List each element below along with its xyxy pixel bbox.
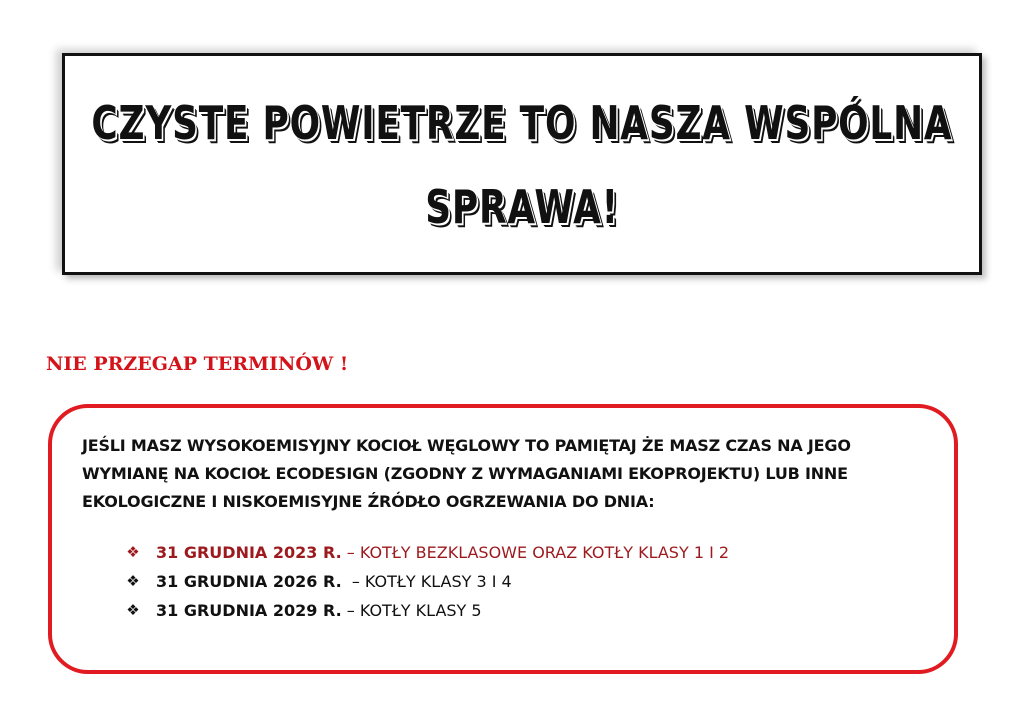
diamond-bullet-icon: ❖	[126, 601, 140, 619]
deadline-date: 31 GRUDNIA 2026 R.	[156, 572, 342, 591]
deadline-date: 31 GRUDNIA 2023 R.	[156, 543, 342, 562]
deadline-heading: NIE PRZEGAP TERMINÓW !	[46, 353, 349, 375]
deadline-list	[122, 538, 729, 625]
diamond-bullet-icon: ❖	[126, 543, 140, 561]
info-paragraph: JEŚLI MASZ WYSOKOEMISYJNY KOCIOŁ WĘGLOWY TO PAMIĘTAJ ŻE MASZ CZAS NA JEGO WYMIANĘ NA KOCIOŁ ECODESIGN (ZGODNY Z WYMAGANIAMI EKOPROJEKTU) LUB INNE EKOLOGICZNE I NISKOEMISYJNE ŹRÓDŁO OGRZEWANIA DO DNIA:	[82, 436, 851, 511]
deadline-desc: – KOTŁY BEZKLASOWE ORAZ KOTŁY KLASY 1 I 2	[341, 543, 730, 562]
deadline-item-2029	[122, 596, 729, 625]
diamond-bullet-icon: ❖	[126, 572, 140, 590]
deadline-desc: – KOTŁY KLASY 5	[341, 601, 482, 620]
deadline-item-2026	[122, 567, 729, 596]
deadline-item-2023	[122, 538, 729, 567]
title-line-1: CZYSTE POWIETRZE TO NASZA WSPÓLNA	[91, 96, 953, 150]
title-box	[62, 53, 982, 275]
deadline-desc: – KOTŁY KLASY 3 I 4	[341, 572, 512, 591]
info-box	[48, 404, 958, 674]
title-line-2: SPRAWA!	[425, 180, 619, 234]
deadline-date: 31 GRUDNIA 2029 R.	[156, 601, 342, 620]
